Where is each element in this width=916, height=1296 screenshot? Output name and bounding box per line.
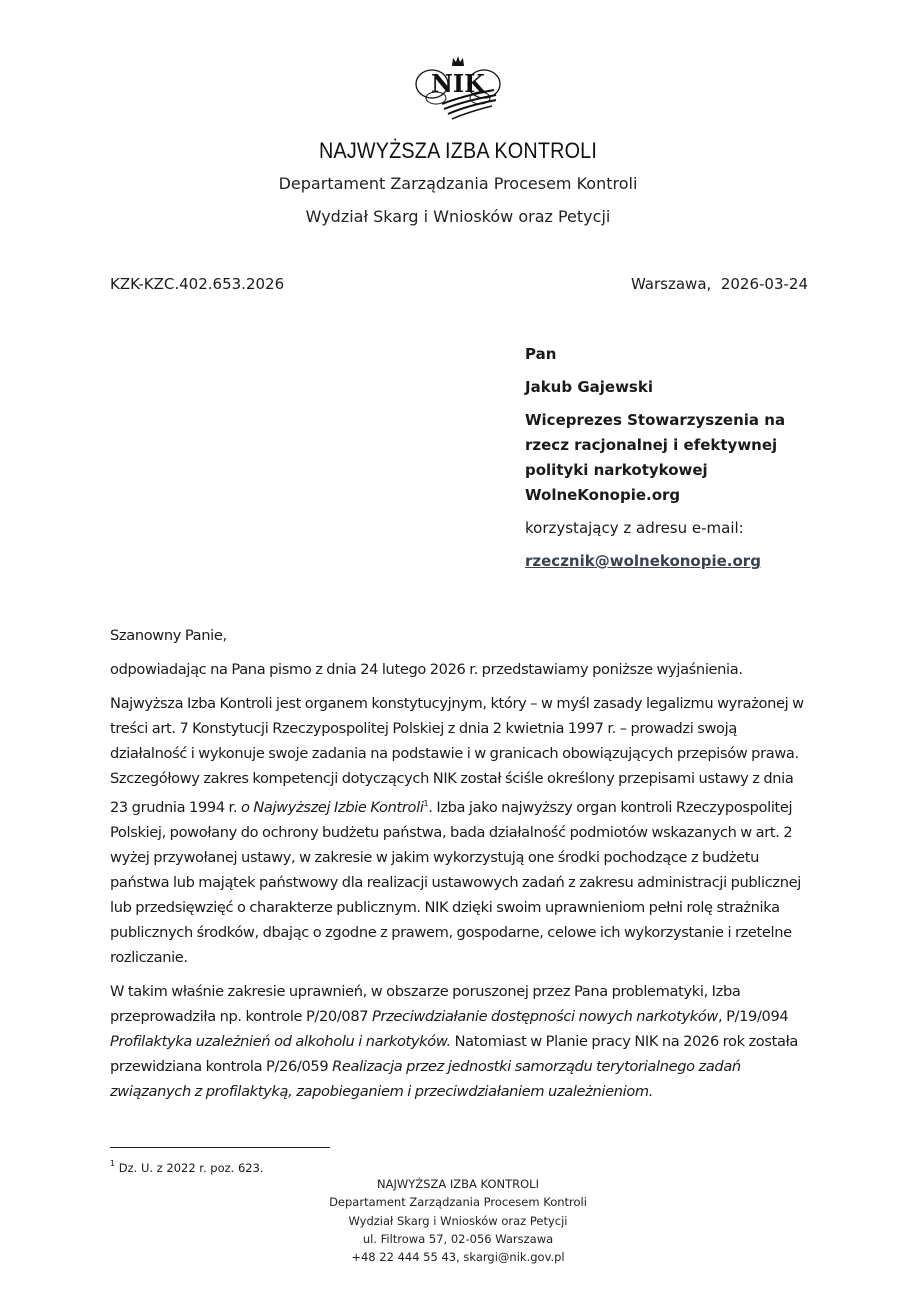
footnote-divider [110,1147,330,1148]
addressee-block [525,342,825,582]
text-run: Natomiast w Planie pracy NIK na 2026 rok została przewidziana kontrola P/26/059 [110,1033,798,1075]
addressee-email-link[interactable]: rzecznik@wolnekonopie.org [525,552,761,570]
nik-logo-icon [412,54,504,128]
org-name-heading: NAJWYŻSZA IZBA KONTROLI [318,138,598,163]
audit-title: Profilaktyka uzależnień od alkoholu i narkotyków. [110,1033,451,1050]
addressee-title: Pan [525,345,557,363]
reference-number: KZK-KZC.402.653.2026 [110,275,285,293]
footnote-reference[interactable]: 1 [423,799,429,808]
text-run: Najwyższa Izba Kontroli jest organem konstytucyjnym, który – w myśl zasady legalizmu wyrażonej w treści art. 7 Konstytucji Rzeczypospolitej Polskiej z dnia 2 kwietnia 1997 r. – prowadzi swoją działalność i wykonuje swoje zadania na podstawie i w granicach obowiązujących przepisów prawa. Szczegółowy zakres kompetencji dotyczących NIK został ściśle określony przepisami ustawy z dnia 23 grudnia 1994 r. [110,695,804,816]
text-run: W takim właśnie zakresie uprawnień, w obszarze poruszonej przez Pana problematyki, Izba przeprowadziła np. kontrole P/20/087 [110,983,741,1025]
footnote-text: Dz. U. z 2022 r. poz. 623. [115,1161,264,1175]
footer-contact: +48 22 444 55 43, skargi@nik.gov.pl [351,1250,565,1265]
place-and-date: Warszawa, 2026-03-24 [630,275,808,293]
letter-body [110,623,810,1113]
footer-department: Departament Zarządzania Procesem Kontroli [329,1195,587,1210]
addressee-name: Jakub Gajewski [525,378,653,396]
footer-address: ul. Filtrowa 57, 02-056 Warszawa [362,1231,554,1246]
paragraph-audits [110,979,810,1104]
text-run: . Izba jako najwyższy organ kontroli Rzeczypospolitej Polskiej, powołany do ochrony budżetu państwa, bada działalność podmiotów wskazanych w art. 2 wyżej przywołanej ustawy, w zakresie w jakim wykorzystują one środki pochodzące z budżetu państwa lub majątek państwowy dla realizacji ustawowych zadań z zakresu administracji publicznej lub przedsięwzięć o charakterze publicznym. NIK dzięki swoim uprawnieniom pełni rolę strażnika publicznych środków, dbając o zgodne z prawem, gospodarne, celowe ich wykorzystanie i rzetelne rozliczanie. [110,799,801,966]
footnote [110,1159,264,1175]
division-name: Wydział Skarg i Wniosków oraz Petycji [305,207,611,226]
intro-paragraph: odpowiadając na Pana pismo z dnia 24 lutego 2026 r. przedstawiamy poniższe wyjaśnienia. [110,661,743,678]
act-title: o Najwyższej Izbie Kontroli [240,799,424,816]
text-run: , P/19/094 [718,1008,789,1025]
footer-division: Wydział Skarg i Wniosków oraz Petycji [348,1213,568,1228]
addressee-position: Wiceprezes Stowarzyszenia na rzecz racjonalnej i efektywnej polityki narkotykowej WolneKonopie.org [525,411,786,504]
svg-text:NIK: NIK [430,69,486,98]
page-footer [0,1175,916,1266]
audit-title: Przeciwdziałanie dostępności nowych narkotyków [372,1008,719,1025]
audit-title: Realizacja przez jednostki samorządu terytorialnego zadań związanych z profilaktyką, zapobieganiem i przeciwdziałaniem uzależnieniom. [110,1058,741,1100]
department-name: Departament Zarządzania Procesem Kontroli [278,174,638,193]
email-label: korzystający z adresu e-mail: [525,519,744,537]
greeting: Szanowny Panie, [110,627,227,644]
paragraph-nik-competence [110,691,810,970]
footer-org: NAJWYŻSZA IZBA KONTROLI [377,1177,539,1191]
footnote-number: 1 [110,1159,116,1168]
